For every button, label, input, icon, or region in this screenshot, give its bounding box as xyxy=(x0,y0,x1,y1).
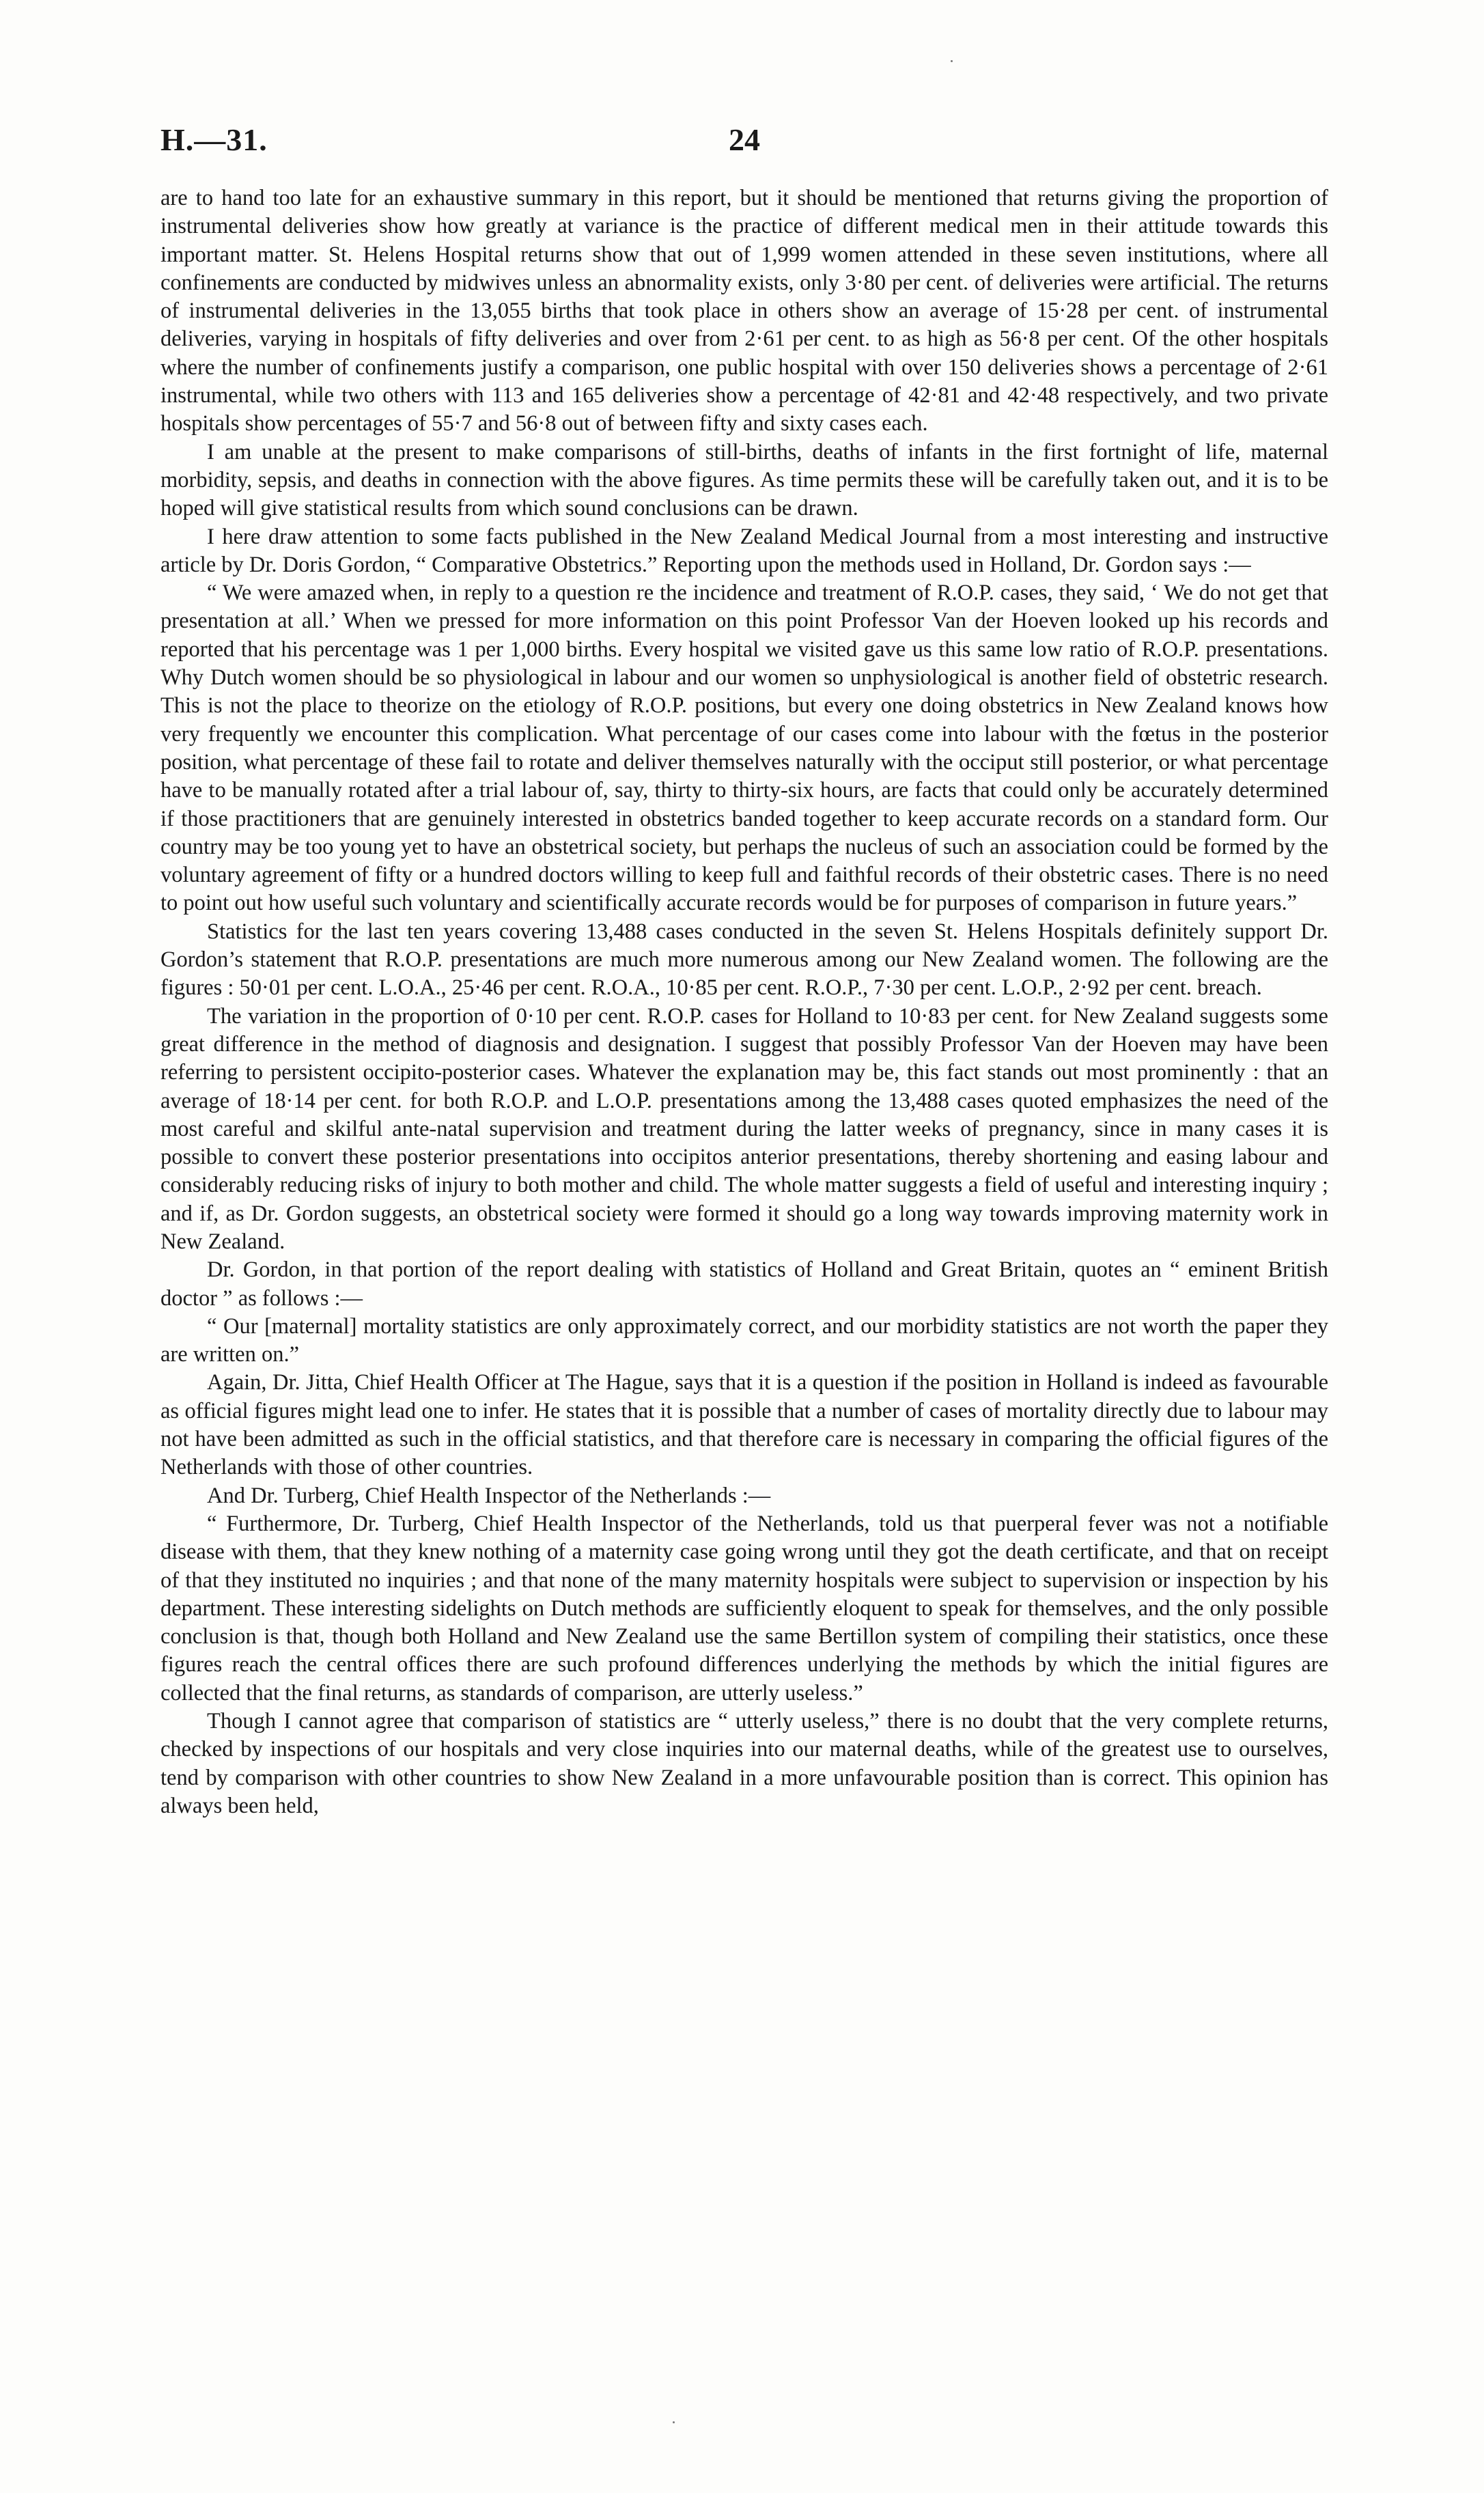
body-text xyxy=(160,184,1328,1820)
paragraph: I here draw attention to some facts published in the New Zealand Medical Journal from a most interesting and instructive article by Dr. Doris Gordon, “ Comparative Obstetrics.” Reporting upon the methods used in Holland, Dr. Gordon says :— xyxy=(160,524,1328,577)
scan-speck xyxy=(951,60,953,62)
page-number: 24 xyxy=(729,122,760,157)
paragraph: Statistics for the last ten years covering 13,488 cases conducted in the seven St. Helens Hospitals definitely support Dr. Gordon’s statement that R.O.P. presentations are much more numerous among our New Zealand women. The following are the figures : 50·01 per cent. L.O.A., 25·46 per cent. R.O.A., 10·85 per cent. R.O.P., 7·30 per cent. L.O.P., 2·92 per cent. breach. xyxy=(160,919,1328,1001)
block-quote: “ Furthermore, Dr. Turberg, Chief Health Inspector of the Netherlands, told us that puerperal fever was not a notifiable disease with them, that they knew nothing of a maternity case going wrong until they got the death certificate, and that on receipt of that they instituted no inquiries ; and that none of the many maternity hospitals were subject to supervision or inspection by his department. These interesting sidelights on Dutch methods are sufficiently eloquent to speak for themselves, and the only possible conclusion is that, though both Holland and New Zealand use the same Bertillon system of compiling their statistics, once these figures reach the central offices there are such profound differences underlying the methods by which the initial figures are collected that the final returns, as standards of comparison, are utterly useless.” xyxy=(160,1511,1328,1705)
document-id: H.—31. xyxy=(160,122,268,157)
block-quote: “ We were amazed when, in reply to a question re the incidence and treatment of R.O.P. cases, they said, ‘ We do not get that presentation at all.’ When we pressed for more information on this point Professor Van der Hoeven looked up his records and reported that his percentage was 1 per 1,000 births. Every hospital we visited gave us this same low ratio of R.O.P. presentations. Why Dutch women should be so physiological in labour and our women so unphysiological is another field of obstetric research. This is not the place to theorize on the etiology of R.O.P. positions, but every one doing obstetrics in New Zealand knows how very frequently we encounter this complication. What percentage of our cases come into labour with the fœtus in the posterior position, what percentage of these fail to rotate and deliver themselves naturally with the occiput still posterior, or what percentage have to be manually rotated after a trial labour of, say, thirty to thirty-six hours, are facts that could only be accurately determined if those practitioners that are genuinely interested in obstetrics banded together to keep accurate records on a standard form. Our country may be too young yet to have an obstetrical society, but perhaps the nucleus of such an association could be formed by the voluntary agreement of fifty or a hundred doctors willing to keep full and faithful records of their obstetric cases. There is no need to point out how useful such voluntary and scientifically accurate records would be for purposes of comparison in future years.” xyxy=(160,581,1328,916)
block-quote: “ Our [maternal] mortality statistics are only approximately correct, and our morbidity statistics are not worth the paper they are written on.” xyxy=(160,1313,1328,1367)
scan-speck xyxy=(673,2421,675,2423)
paragraph: are to hand too late for an exhaustive summary in this report, but it should be mentioned that returns giving the proportion of instrumental deliveries show how greatly at variance is the practice of different medical men in their attitude towards this important matter. St. Helens Hospital returns show that out of 1,999 women attended in these seven institutions, where all confinements are conducted by midwives unless an abnormality exists, only 3·80 per cent. of deliveries were artificial. The returns of instrumental deliveries in the 13,055 births that took place in others show an average of 15·28 per cent. of instrumental deliveries, varying in hospitals of fifty deliveries and over from 2·61 per cent. to as high as 56·8 per cent. Of the other hospitals where the number of confinements justify a comparison, one public hospital with over 150 deliveries shows a percentage of 2·61 instrumental, while two others with 113 and 165 deliveries show a percentage of 42·81 and 42·48 respectively, and two private hospitals show percentages of 55·7 and 56·8 out of between fifty and sixty cases each. xyxy=(160,186,1328,436)
paragraph: The variation in the proportion of 0·10 per cent. R.O.P. cases for Holland to 10·83 per cent. for New Zealand suggests some great difference in the method of diagnosis and designation. I suggest that possibly Professor Van der Hoeven may have been referring to persistent occipito-posterior cases. Whatever the explanation may be, this fact stands out most prominently : that an average of 18·14 per cent. for both R.O.P. and L.O.P. presentations among the 13,488 cases quoted emphasizes the need of the most careful and skilful ante-natal supervision and treatment during the latter weeks of pregnancy, since in many cases it is possible to convert these posterior presentations into occipitos anterior presentations, thereby shortening and easing labour and considerably reducing risks of injury to both mother and child. The whole matter suggests a field of useful and interesting inquiry ; and if, as Dr. Gordon suggests, an obstetrical society were formed it should go a long way towards improving maternity work in New Zealand. xyxy=(160,1003,1328,1254)
paragraph: I am unable at the present to make comparisons of still-births, deaths of infants in the first fortnight of life, maternal morbidity, sepsis, and deaths in connection with the above figures. As time permits these will be carefully taken out, and it is to be hoped will give statistical results from which sound conclusions can be drawn. xyxy=(160,439,1328,521)
page-header xyxy=(160,122,1328,163)
paragraph: Again, Dr. Jitta, Chief Health Officer at The Hague, says that it is a question if the position in Holland is indeed as favourable as official figures might lead one to infer. He states that it is possible that a number of cases of mortality directly due to labour may not have been admitted as such in the official statistics, and that therefore care is necessary in comparing the official figures of the Netherlands with those of other countries. xyxy=(160,1370,1328,1480)
paragraph: Dr. Gordon, in that portion of the report dealing with statistics of Holland and Great Britain, quotes an “ eminent British doctor ” as follows :— xyxy=(160,1257,1328,1311)
paragraph: And Dr. Turberg, Chief Health Inspector of the Netherlands :— xyxy=(207,1483,771,1508)
paragraph: Though I cannot agree that comparison of statistics are “ utterly useless,” there is no doubt that the very complete returns, checked by inspections of our hospitals and very close inquiries into our maternal deaths, while of the greatest use to ourselves, tend by comparison with other countries to show New Zealand in a more unfavourable position than is correct. This opinion has always been held, xyxy=(160,1709,1328,1818)
